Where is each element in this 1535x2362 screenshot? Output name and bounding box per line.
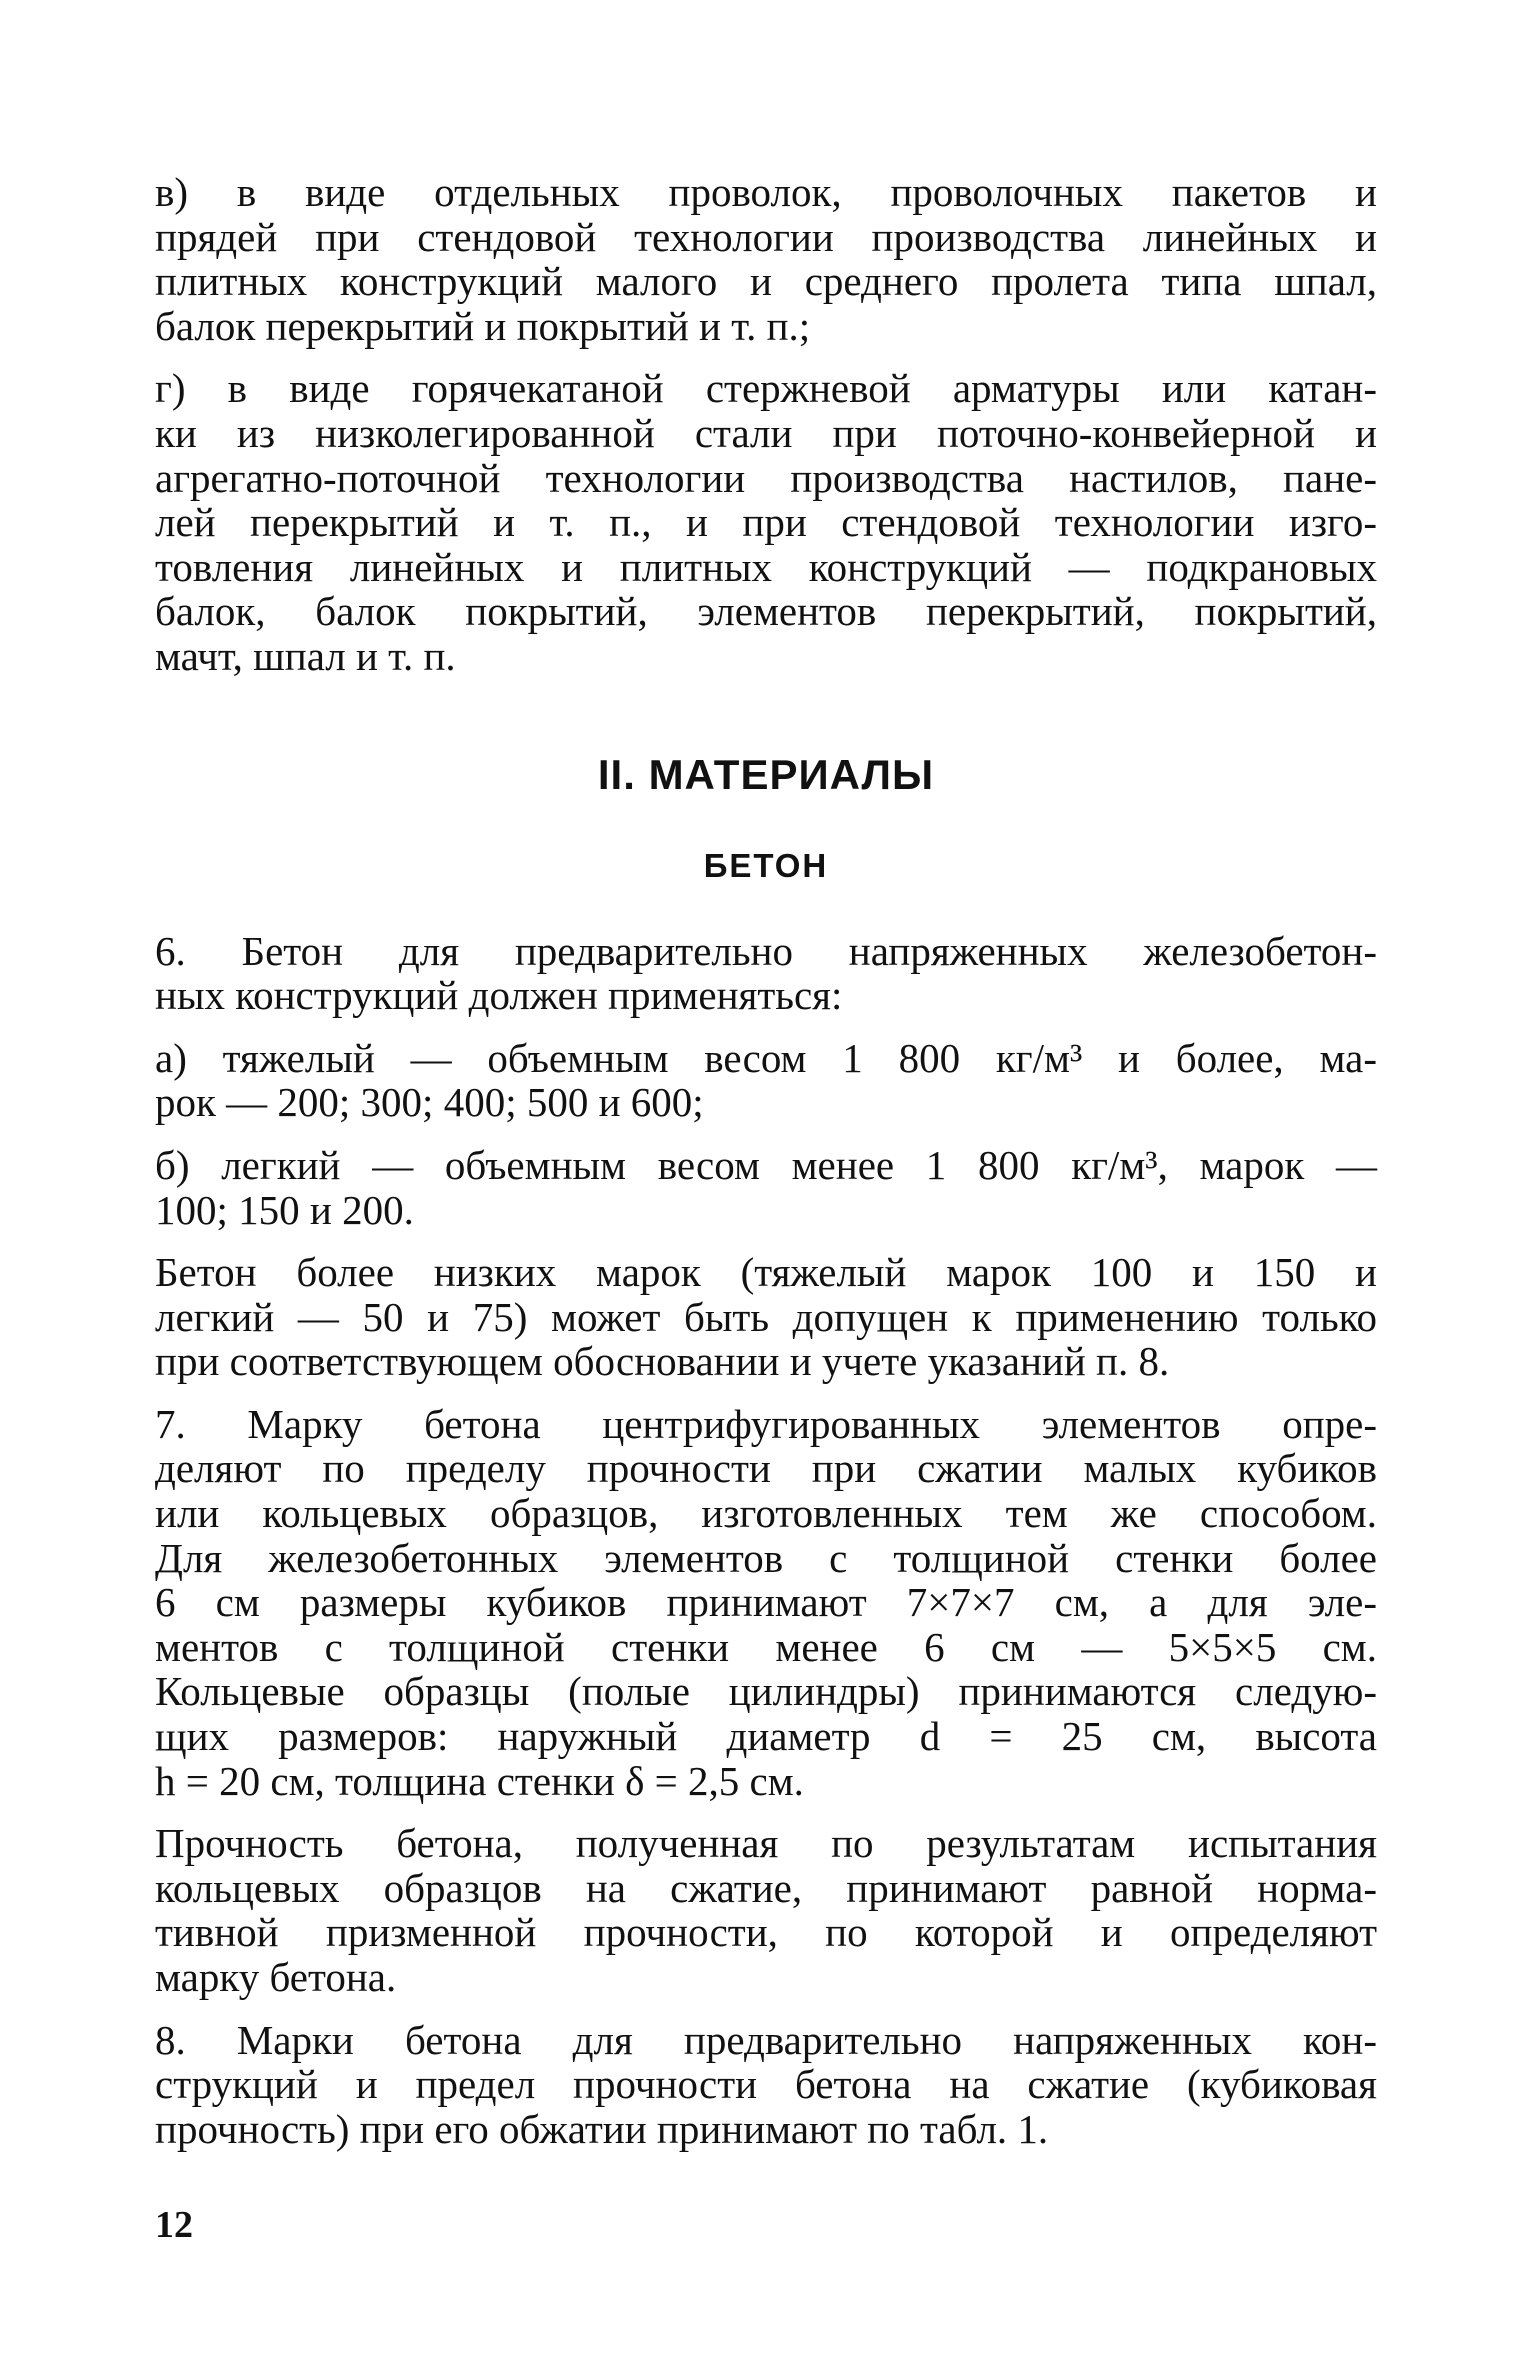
section-heading: II. МАТЕРИАЛЫ: [597, 750, 935, 798]
paragraph: [155, 1143, 1377, 1232]
text-line: плитных конструкций малого и среднего пролета типа шпал,: [155, 258, 1377, 305]
text-line: 6. Бетон для предварительно напряженных железобетон-: [155, 927, 1377, 974]
text-line: струкций и предел прочности бетона на сжатие (кубиковая: [155, 2061, 1377, 2108]
sub-heading: БЕТОН: [703, 846, 829, 884]
text-line: ментов с толщиной стенки менее 6 см — 5×5×5 см.: [155, 1623, 1377, 1670]
text-line: Кольцевые образцы (полые цилиндры) принимаются следую-: [155, 1668, 1377, 1715]
text-line: 100; 150 и 200.: [155, 1186, 414, 1233]
text-line: при соответствующем обосновании и учете указаний п. 8.: [155, 1338, 1170, 1385]
text-line: Прочность бетона, полученная по результатам испытания: [155, 1820, 1377, 1867]
text-line: товления линейных и плитных конструкций — подкрановых: [155, 543, 1377, 590]
text-line: кольцевых образцов на сжатие, принимают равной норма-: [155, 1864, 1377, 1911]
paragraph: [155, 2018, 1377, 2152]
paragraph: [155, 1821, 1377, 1999]
text-line: или кольцевых образцов, изготовленных тем же способом.: [155, 1490, 1377, 1537]
text-line: мачт, шпал и т. п.: [155, 632, 456, 679]
text-line: балок, балок покрытий, элементов перекрытий, покрытий,: [155, 588, 1377, 635]
text-line: в) в виде отдельных проволок, проволочных пакетов и: [155, 169, 1377, 215]
text-line: деляют по пределу прочности при сжатии малых кубиков: [155, 1445, 1377, 1492]
text-line: лей перекрытий и т. п., и при стендовой технологии изго-: [155, 499, 1377, 546]
text-line: легкий — 50 и 75) может быть допущен к применению только: [155, 1293, 1377, 1340]
text-line: агрегатно-поточной технологии производства настилов, пане-: [155, 454, 1377, 501]
text-line: ки из низколегированной стали при поточно-конвейерной и: [155, 409, 1377, 456]
page-body: [155, 170, 1377, 2270]
page-number: 12: [155, 2204, 193, 2246]
paragraph: [155, 1036, 1377, 1125]
text-line: прядей при стендовой технологии производства линейных и: [155, 213, 1377, 260]
text-line: а) тяжелый — объемным весом 1 800 кг/м³ и более, ма-: [155, 1034, 1377, 1081]
text-line: 8. Марки бетона для предварительно напряженных кон-: [155, 2016, 1377, 2063]
text-line: h = 20 см, толщина стенки δ = 2,5 см.: [155, 1757, 804, 1804]
text-line: г) в виде горячекатаной стержневой арматуры или катан-: [155, 365, 1377, 412]
top-paragraphs: [155, 170, 1377, 679]
paragraph: [155, 1402, 1377, 1803]
text-line: 7. Марку бетона центрифугированных элементов опре-: [155, 1400, 1377, 1447]
text-line: щих размеров: наружный диаметр d = 25 см, высота: [155, 1713, 1377, 1760]
text-line: ных конструкций должен применяться:: [155, 972, 843, 1019]
text-line: Бетон более низких марок (тяжелый марок 100 и 150 и: [155, 1249, 1377, 1296]
text-line: 6 см размеры кубиков принимают 7×7×7 см, а для эле-: [155, 1579, 1377, 1626]
paragraph: [155, 170, 1377, 348]
bottom-paragraphs: [155, 929, 1377, 2152]
text-line: тивной призменной прочности, по которой и определяют: [155, 1909, 1377, 1956]
text-line: Для железобетонных элементов с толщиной стенки более: [155, 1534, 1377, 1581]
paragraph: [155, 929, 1377, 1018]
paragraph: [155, 366, 1377, 678]
text-line: марку бетона.: [155, 1954, 397, 2000]
paragraph: [155, 1250, 1377, 1384]
text-line: рок — 200; 300; 400; 500 и 600;: [155, 1079, 704, 1126]
text-line: прочность) при его обжатии принимают по табл. 1.: [155, 2105, 1049, 2152]
text-line: б) легкий — объемным весом менее 1 800 кг/м³, марок —: [155, 1141, 1377, 1188]
text-line: балок перекрытий и покрытий и т. п.;: [155, 302, 811, 349]
